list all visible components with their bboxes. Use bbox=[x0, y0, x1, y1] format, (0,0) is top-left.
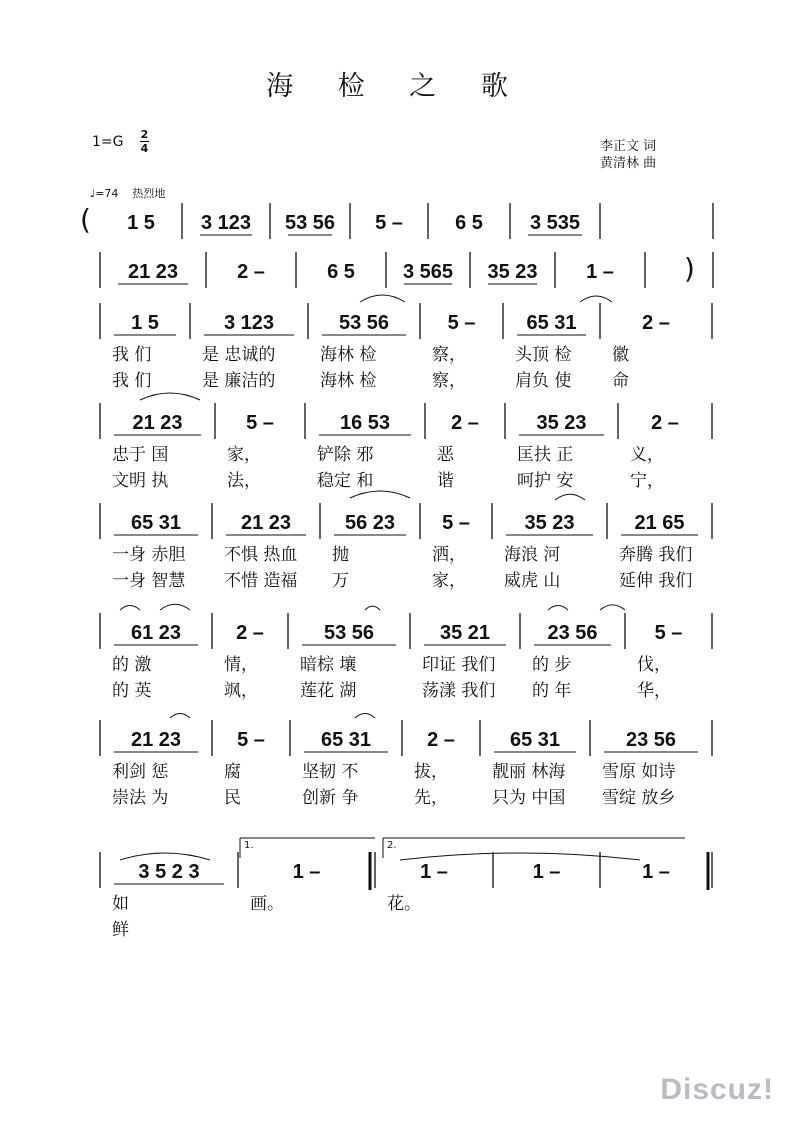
note-group: 1 – bbox=[642, 861, 670, 883]
note-group: 21 65 bbox=[634, 512, 685, 534]
note-group: 35 23 bbox=[536, 412, 587, 434]
note-group: 1 5 bbox=[131, 312, 159, 334]
lyric-text: 情， bbox=[224, 655, 258, 675]
note-group: 56 23 bbox=[344, 512, 396, 534]
note-group: 2 – bbox=[451, 412, 479, 434]
note-group: 21 23 bbox=[240, 512, 292, 534]
lyric-text: 忠于 国 bbox=[112, 445, 169, 465]
volta-second: 2. bbox=[387, 840, 397, 851]
lyric-text: 法， bbox=[227, 471, 261, 491]
watermark: Discuz! bbox=[660, 1073, 774, 1106]
lyric-text: 画。 bbox=[250, 894, 284, 914]
lyric-text: 铲除 邪 bbox=[317, 445, 374, 465]
quarter-note-icon: ♩ bbox=[90, 187, 96, 200]
lyric-text: 如 bbox=[112, 894, 129, 914]
lyric-text: 是 廉洁的 bbox=[202, 371, 276, 391]
slur-mark bbox=[120, 606, 140, 611]
lyric-text: 义， bbox=[630, 445, 664, 465]
note-group: 21 23 bbox=[132, 412, 183, 434]
note-group: 61 23 bbox=[130, 622, 182, 644]
lyric-text: 宁， bbox=[630, 471, 664, 491]
note-group: 5 – bbox=[246, 412, 274, 434]
lyric-text: 肩负 使 bbox=[515, 371, 572, 391]
note-group: 2 – bbox=[642, 312, 670, 334]
lyric-text: 不惧 热血 bbox=[224, 545, 298, 565]
note-group: 53 56 bbox=[338, 312, 390, 334]
lyric-text: 匡扶 正 bbox=[517, 445, 574, 465]
note-group: 53 56 bbox=[323, 622, 375, 644]
lyric-text: 我 们 bbox=[112, 371, 152, 391]
note-group: 5 – bbox=[237, 729, 265, 751]
note-group: 6 5 bbox=[327, 261, 355, 283]
note-group: 35 21 bbox=[439, 622, 491, 644]
lyric-text: 利剑 惩 bbox=[112, 762, 169, 782]
lyric-text: 命 bbox=[612, 371, 629, 391]
tempo-expression: 热烈地 bbox=[132, 187, 166, 200]
note-group: 5 – bbox=[654, 622, 683, 644]
lyric-text: 一身 赤胆 bbox=[112, 545, 186, 565]
lyric-text: 只为 中国 bbox=[492, 788, 566, 808]
lyric-text: 文明 执 bbox=[112, 471, 169, 491]
lyric-text: 的 步 bbox=[532, 655, 572, 675]
lyric-text: 拔， bbox=[414, 762, 448, 782]
volta-first: 1. bbox=[244, 840, 254, 851]
lyric-text: 恶 bbox=[437, 445, 454, 465]
lyric-text: 头顶 检 bbox=[515, 345, 572, 365]
lyric-text: 暗棕 壤 bbox=[300, 655, 357, 675]
note-group: 1 – bbox=[420, 861, 448, 883]
note-group: 1 – bbox=[586, 261, 614, 283]
lyric-text: 一身 智慧 bbox=[112, 571, 186, 591]
note-group: 3 123 bbox=[200, 212, 252, 234]
lyric-text: 的 年 bbox=[532, 681, 572, 701]
lyric-text: 察， bbox=[432, 371, 466, 391]
note-group: 35 23 bbox=[524, 512, 575, 534]
note-group: 2 – bbox=[237, 261, 265, 283]
lyric-text: 腐 bbox=[224, 762, 241, 782]
lyric-text: 我 们 bbox=[112, 345, 152, 365]
lyric-text: 家， bbox=[432, 571, 466, 591]
slur-mark bbox=[350, 491, 410, 498]
lyric-text: 莲花 湖 bbox=[300, 681, 357, 701]
lyric-text: 家， bbox=[227, 445, 261, 465]
note-group: 2 – bbox=[651, 412, 679, 434]
note-group: 2 – bbox=[236, 622, 264, 644]
tempo-bpm: =74 bbox=[95, 187, 119, 200]
note-group: 3 5 2 3 bbox=[138, 861, 200, 883]
lyric-text: 海林 检 bbox=[320, 345, 377, 365]
meter-top: 2 bbox=[140, 128, 149, 141]
lyric-text: 先， bbox=[414, 788, 448, 808]
lyric-text: 稳定 和 bbox=[317, 471, 374, 491]
note-group: 65 31 bbox=[130, 512, 182, 534]
key-signature: 1=G bbox=[92, 134, 124, 150]
lyric-text: 是 忠诚的 bbox=[202, 345, 276, 365]
note-group: 53 56 bbox=[284, 212, 336, 234]
open-paren: ( bbox=[80, 203, 91, 236]
note-group: 65 31 bbox=[509, 729, 561, 751]
note-group: 3 565 bbox=[402, 261, 454, 283]
lyric-text: 的 英 bbox=[112, 681, 152, 701]
lyric-text: 不惜 造福 bbox=[224, 571, 298, 591]
note-group: 21 23 bbox=[127, 261, 179, 283]
note-group: 5 – bbox=[375, 212, 403, 234]
lyric-text: 察， bbox=[432, 345, 466, 365]
lyric-text: 抛 bbox=[332, 545, 349, 565]
lyric-text: 创新 争 bbox=[302, 788, 359, 808]
lyric-text: 荡漾 我们 bbox=[422, 681, 496, 701]
slur-mark bbox=[548, 606, 568, 611]
lyric-text: 雪原 如诗 bbox=[602, 762, 676, 782]
lyric-text: 民 bbox=[224, 788, 241, 808]
note-group: 2 – bbox=[427, 729, 455, 751]
note-group: 1 5 bbox=[127, 212, 155, 234]
slur-mark bbox=[140, 393, 200, 400]
note-group: 3 535 bbox=[529, 212, 581, 234]
note-group: 23 56 bbox=[625, 729, 677, 751]
lyric-text: 鲜 bbox=[112, 920, 129, 940]
slur-mark bbox=[400, 853, 640, 860]
slur-mark bbox=[120, 853, 210, 860]
note-group: 1 – bbox=[292, 861, 321, 883]
lyric-text: 花。 bbox=[387, 894, 421, 914]
note-group: 6 5 bbox=[455, 212, 483, 234]
lyric-text: 靓丽 林海 bbox=[492, 762, 566, 782]
page-title: 海 检 之 歌 bbox=[266, 71, 526, 102]
lyric-text: 伐， bbox=[637, 655, 671, 675]
close-paren: ) bbox=[684, 252, 695, 285]
slur-mark bbox=[365, 606, 380, 610]
lyric-text: 海浪 河 bbox=[504, 545, 561, 565]
lyric-text: 崇法 为 bbox=[112, 788, 169, 808]
note-group: 3 123 bbox=[223, 312, 275, 334]
slur-mark bbox=[360, 295, 405, 302]
slur-mark bbox=[355, 714, 375, 719]
lyric-text: 雪绽 放乡 bbox=[602, 788, 676, 808]
meter-bottom: 4 bbox=[140, 142, 149, 155]
note-group: 35 23 bbox=[487, 261, 538, 283]
lyric-text: 飒， bbox=[224, 681, 258, 701]
slur-mark bbox=[160, 604, 190, 610]
composer: 黄清林 曲 bbox=[600, 156, 657, 171]
slur-mark bbox=[170, 714, 190, 719]
slur-mark bbox=[600, 605, 625, 610]
lyricist: 李正文 词 bbox=[600, 139, 657, 154]
lyric-text: 谐 bbox=[437, 471, 454, 491]
lyric-text: 印证 我们 bbox=[422, 655, 496, 675]
lyric-text: 洒， bbox=[432, 545, 466, 565]
note-group: 1 – bbox=[532, 861, 561, 883]
lyric-text: 华， bbox=[637, 681, 671, 701]
note-group: 5 – bbox=[447, 312, 476, 334]
slur-mark bbox=[555, 494, 585, 500]
lyric-text: 延伸 我们 bbox=[619, 571, 693, 591]
lyric-text: 的 激 bbox=[112, 655, 152, 675]
lyric-text: 万 bbox=[332, 571, 349, 591]
lyric-text: 威虎 山 bbox=[504, 571, 561, 591]
note-group: 5 – bbox=[442, 512, 470, 534]
note-group: 21 23 bbox=[130, 729, 182, 751]
lyric-text: 徽 bbox=[612, 345, 629, 365]
note-group: 65 31 bbox=[320, 729, 372, 751]
lyric-text: 奔腾 我们 bbox=[619, 545, 693, 565]
lyric-text: 呵护 安 bbox=[517, 471, 574, 491]
note-group: 23 56 bbox=[547, 622, 598, 644]
lyric-text: 海林 检 bbox=[320, 371, 377, 391]
note-group: 16 53 bbox=[339, 412, 391, 434]
lyric-text: 坚韧 不 bbox=[302, 762, 359, 782]
slur-mark bbox=[580, 296, 612, 302]
note-group: 65 31 bbox=[526, 312, 577, 334]
